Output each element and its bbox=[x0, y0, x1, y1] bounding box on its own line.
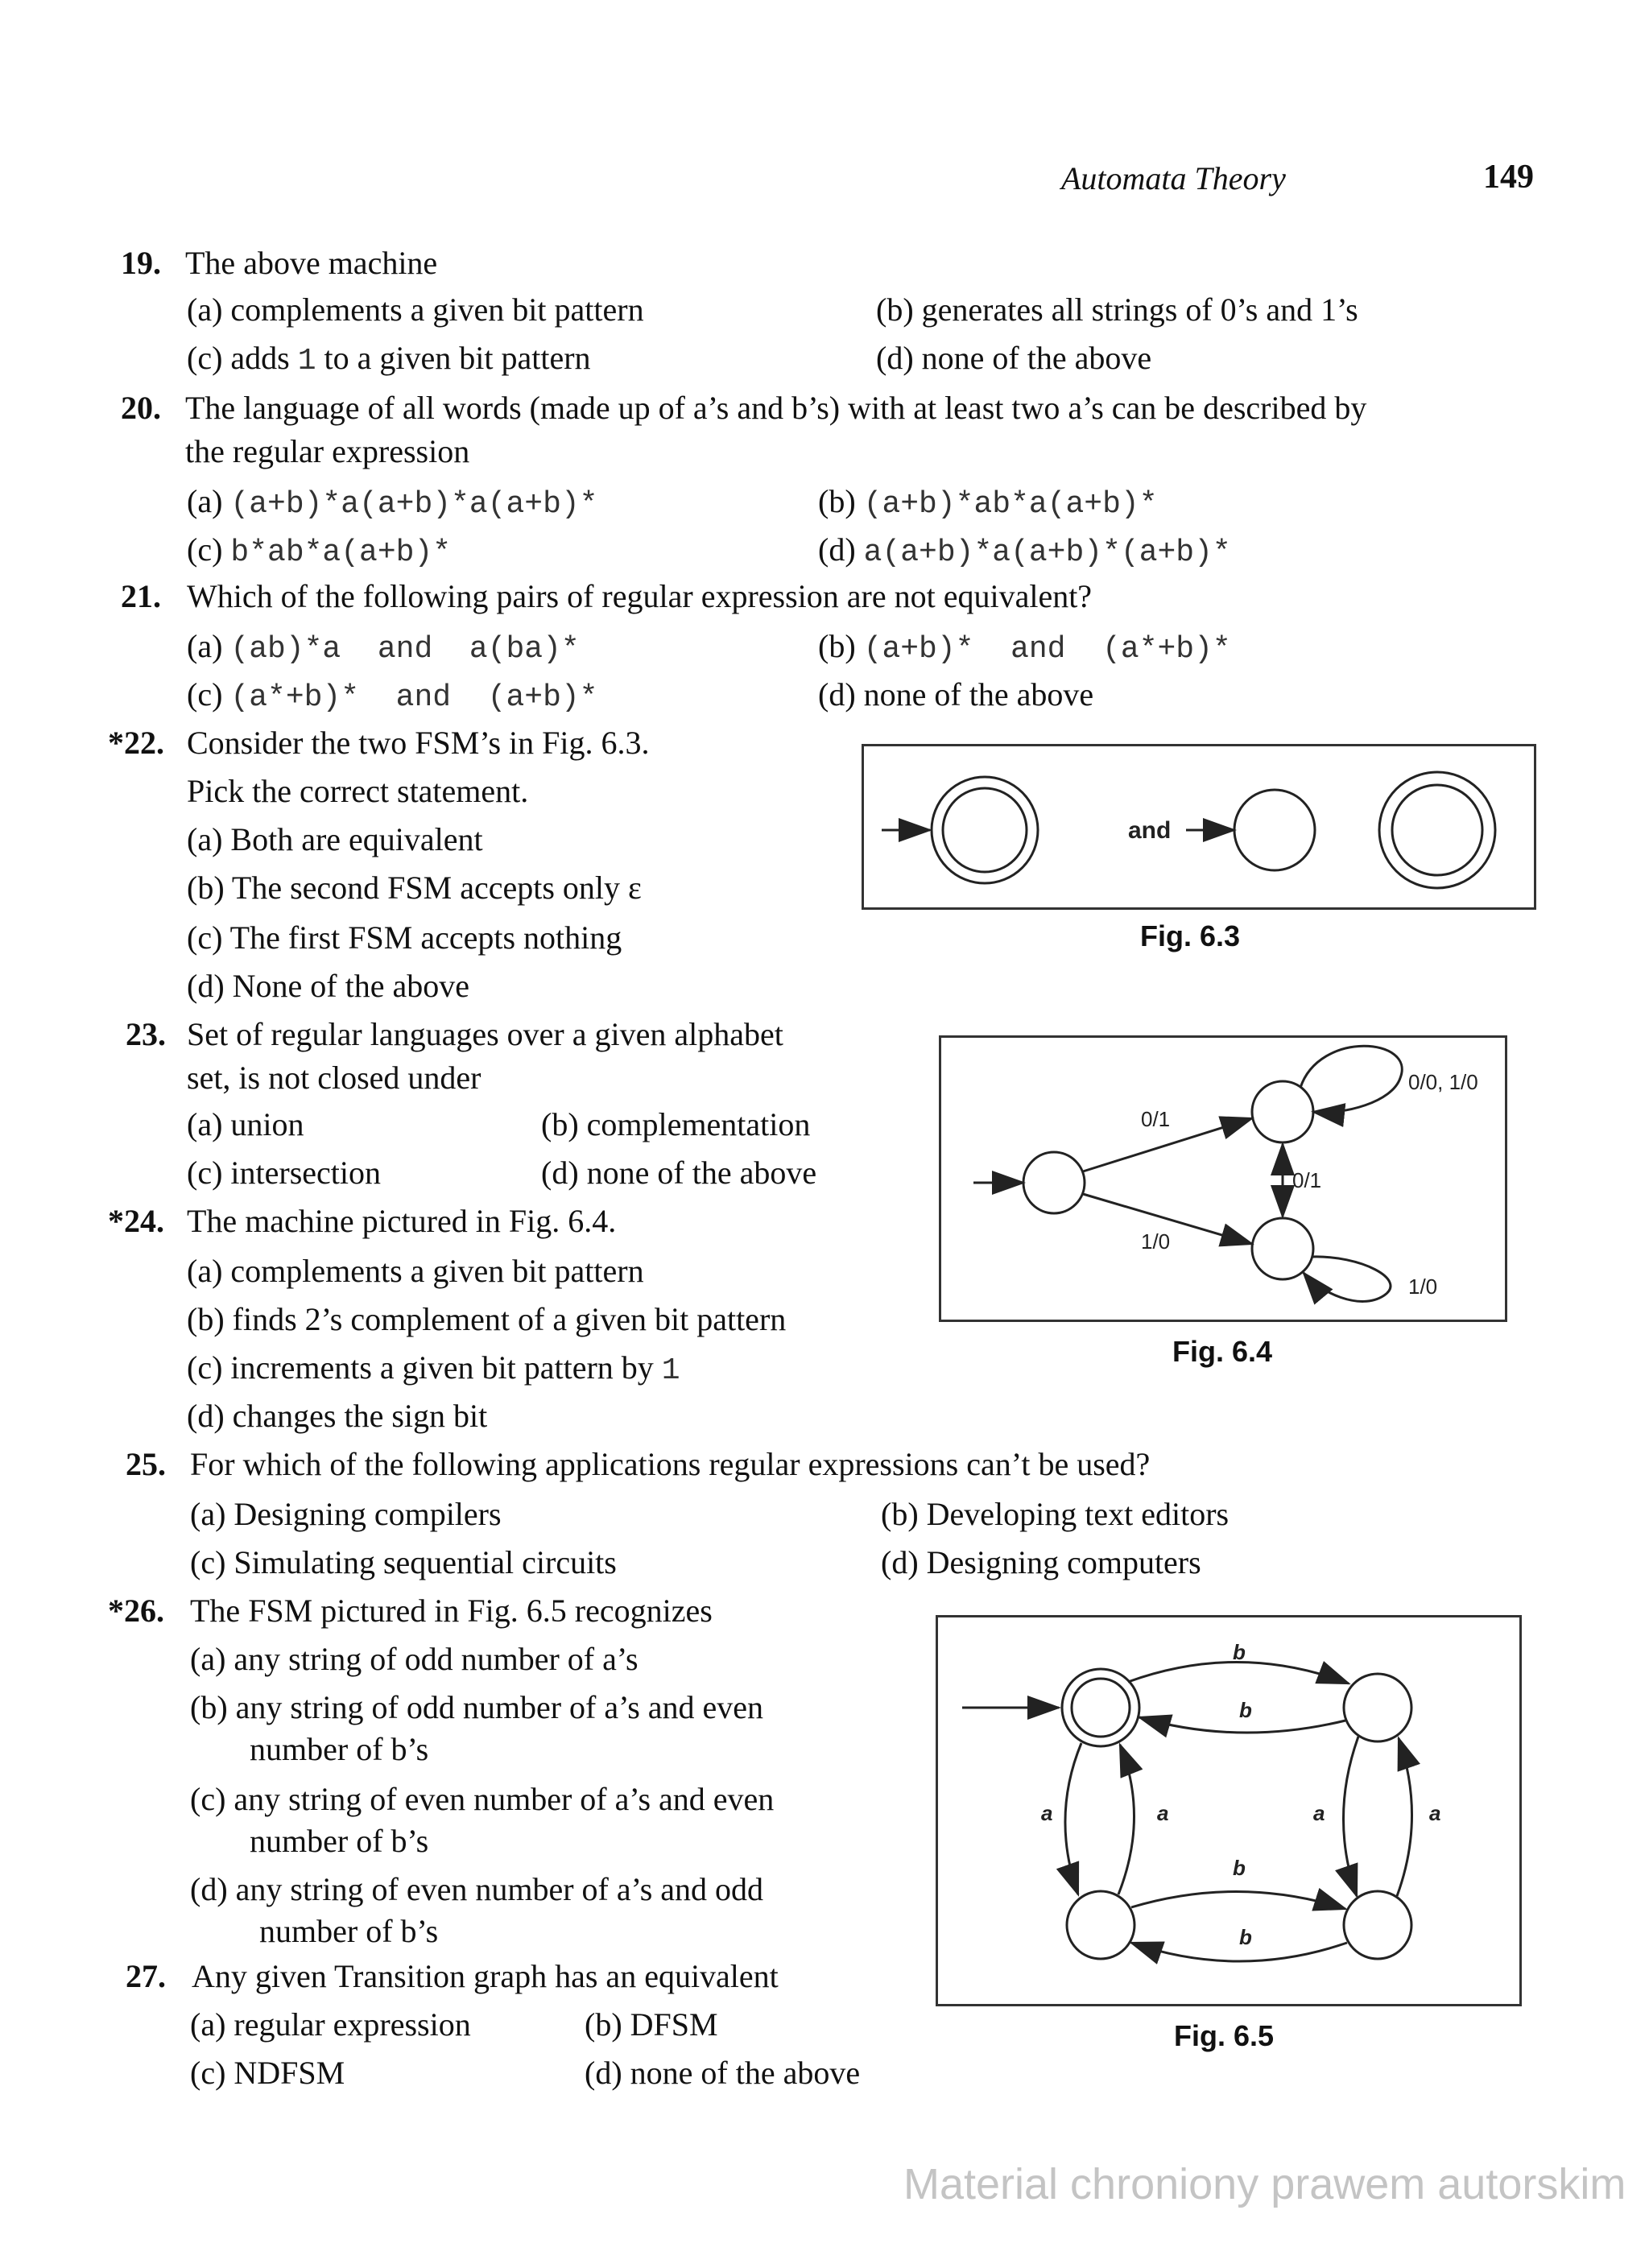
edge-label: 0/0, 1/0 bbox=[1408, 1070, 1478, 1094]
fsm-diagram-6-3 bbox=[864, 746, 1534, 907]
state-start bbox=[1023, 1152, 1085, 1213]
option-d: (d) Designing computers bbox=[881, 1544, 1201, 1580]
option-d: (d) none of the above bbox=[876, 340, 1152, 376]
accept-state-inner bbox=[943, 788, 1027, 872]
option-c: (c) Simulating sequential circuits bbox=[190, 1544, 617, 1580]
option-d: (d) none of the above bbox=[541, 1155, 817, 1191]
edge-label: 0/1 bbox=[1292, 1168, 1322, 1192]
question-number: 23. bbox=[126, 1016, 166, 1052]
option-a: (a) (a+b)*a(a+b)*a(a+b)* bbox=[187, 483, 598, 522]
accept-state-inner bbox=[1072, 1679, 1130, 1737]
figure-6-5-box bbox=[936, 1615, 1522, 2006]
option-a: (a) Both are equivalent bbox=[187, 821, 483, 857]
option-d: (d) any string of even number of a’s and odd bbox=[190, 1871, 764, 1907]
edge-label: b bbox=[1233, 1856, 1246, 1880]
fsm-diagram-6-4 bbox=[941, 1038, 1505, 1320]
question-number: *26. bbox=[108, 1593, 164, 1629]
transition-edge bbox=[1128, 1662, 1349, 1683]
figure-6-4-box bbox=[939, 1035, 1507, 1322]
question-number: 25. bbox=[126, 1446, 166, 1482]
question-text: The FSM pictured in Fig. 6.5 recognizes bbox=[190, 1593, 713, 1629]
option-d: (d) a(a+b)*a(a+b)*(a+b)* bbox=[818, 531, 1231, 570]
edge-label: b bbox=[1239, 1925, 1252, 1949]
transition-edge bbox=[1343, 1737, 1358, 1896]
option-c: (c) The first FSM accepts nothing bbox=[187, 919, 622, 956]
self-loop bbox=[1300, 1046, 1402, 1112]
question-number: *22. bbox=[108, 725, 164, 761]
option-c: (c) adds 1 to a given bit pattern bbox=[187, 340, 591, 378]
option-b: (b) any string of odd number of a’s and even bbox=[190, 1689, 764, 1725]
figure-caption: Fig. 6.3 bbox=[1140, 919, 1241, 952]
edge-label: a bbox=[1041, 1801, 1053, 1825]
option-c: (c) b*ab*a(a+b)* bbox=[187, 531, 452, 570]
figure-6-3-box bbox=[862, 744, 1536, 910]
edge-label: b bbox=[1239, 1698, 1252, 1722]
option-a: (a) (ab)*a and a(ba)* bbox=[187, 628, 580, 667]
option-b: (b) complementation bbox=[541, 1106, 811, 1142]
state-top bbox=[1252, 1081, 1313, 1142]
option-d: (d) none of the above bbox=[818, 676, 1094, 713]
accept-state-outer bbox=[1379, 772, 1495, 888]
accept-state-inner bbox=[1392, 785, 1482, 875]
option-b: (b) finds 2’s complement of a given bit pattern bbox=[187, 1301, 787, 1337]
edge-label: a bbox=[1313, 1801, 1325, 1825]
question-text: The machine pictured in Fig. 6.4. bbox=[187, 1203, 617, 1239]
question-number: 20. bbox=[121, 390, 161, 426]
option-c: (c) (a*+b)* and (a+b)* bbox=[187, 676, 598, 715]
option-c: (c) any string of even number of a’s and even bbox=[190, 1781, 775, 1817]
edge-label: 1/0 bbox=[1408, 1274, 1438, 1299]
page-number: 149 bbox=[1483, 159, 1534, 196]
transition-edge bbox=[1397, 1738, 1412, 1896]
option-c: (c) increments a given bit pattern by 1 bbox=[187, 1349, 680, 1388]
figure-caption: Fig. 6.5 bbox=[1174, 2019, 1275, 2052]
and-label: and bbox=[1128, 817, 1172, 844]
edge-label: a bbox=[1157, 1801, 1169, 1825]
transition-edge bbox=[1118, 1745, 1134, 1894]
option-a: (a) regular expression bbox=[190, 2006, 471, 2043]
question-text: Which of the following pairs of regular expression are not equivalent? bbox=[187, 578, 1093, 614]
option-b: (b) (a+b)*ab*a(a+b)* bbox=[818, 483, 1158, 522]
question-text: Set of regular languages over a given alphabet bbox=[187, 1016, 783, 1052]
state-circle bbox=[1067, 1891, 1134, 1959]
option-b: (b) Developing text editors bbox=[881, 1496, 1230, 1532]
copyright-watermark: Material chroniony prawem autorskim bbox=[903, 2160, 1626, 2208]
option-a: (a) complements a given bit pattern bbox=[187, 291, 644, 328]
option-a: (a) union bbox=[187, 1106, 304, 1142]
question-number: *24. bbox=[108, 1203, 164, 1239]
question-text: the regular expression bbox=[185, 433, 470, 469]
state-circle bbox=[1234, 790, 1315, 870]
option-b: (b) generates all strings of 0’s and 1’s bbox=[876, 291, 1358, 328]
option-a: (a) Designing compilers bbox=[190, 1496, 502, 1532]
option-d: (d) none of the above bbox=[585, 2055, 861, 2091]
option-c: (c) NDFSM bbox=[190, 2055, 345, 2091]
option-c: (c) intersection bbox=[187, 1155, 381, 1191]
question-text: For which of the following applications regular expressions can’t be used? bbox=[190, 1446, 1151, 1482]
option-d-continued: number of b’s bbox=[259, 1913, 439, 1949]
accept-state-outer bbox=[1062, 1669, 1139, 1746]
question-text: Any given Transition graph has an equivalent bbox=[192, 1958, 779, 1994]
edge-label: a bbox=[1429, 1801, 1441, 1825]
question-text: set, is not closed under bbox=[187, 1060, 481, 1096]
question-number: 21. bbox=[121, 578, 161, 614]
option-b: (b) (a+b)* and (a*+b)* bbox=[818, 628, 1231, 667]
question-number: 27. bbox=[126, 1958, 166, 1994]
option-b: (b) The second FSM accepts only ε bbox=[187, 870, 642, 906]
state-circle bbox=[1344, 1674, 1411, 1741]
state-circle bbox=[1344, 1891, 1411, 1959]
transition-edge bbox=[1131, 1891, 1345, 1909]
question-text: The above machine bbox=[185, 245, 438, 281]
question-text: Consider the two FSM’s in Fig. 6.3. bbox=[187, 725, 650, 761]
option-c-continued: number of b’s bbox=[250, 1823, 429, 1859]
question-text: The language of all words (made up of a’s and b’s) with at least two a’s can be described by bbox=[185, 390, 1367, 426]
option-a: (a) complements a given bit pattern bbox=[187, 1253, 644, 1289]
edge-label: 1/0 bbox=[1141, 1229, 1171, 1254]
fsm-diagram-6-5 bbox=[938, 1617, 1519, 2004]
state-bottom bbox=[1252, 1218, 1313, 1279]
option-b: (b) DFSM bbox=[585, 2006, 718, 2043]
self-loop bbox=[1304, 1257, 1391, 1302]
question-text: Pick the correct statement. bbox=[187, 773, 529, 809]
option-a: (a) any string of odd number of a’s bbox=[190, 1641, 639, 1677]
option-d: (d) changes the sign bit bbox=[187, 1398, 488, 1434]
figure-caption: Fig. 6.4 bbox=[1172, 1335, 1273, 1368]
transition-edge bbox=[1065, 1743, 1081, 1894]
option-b-continued: number of b’s bbox=[250, 1731, 429, 1767]
edge-label: b bbox=[1233, 1640, 1246, 1664]
question-number: 19. bbox=[121, 245, 161, 281]
edge-label: 0/1 bbox=[1141, 1107, 1171, 1131]
option-d: (d) None of the above bbox=[187, 968, 469, 1004]
accept-state-outer bbox=[932, 777, 1038, 883]
running-header-title: Automata Theory bbox=[1061, 160, 1286, 196]
